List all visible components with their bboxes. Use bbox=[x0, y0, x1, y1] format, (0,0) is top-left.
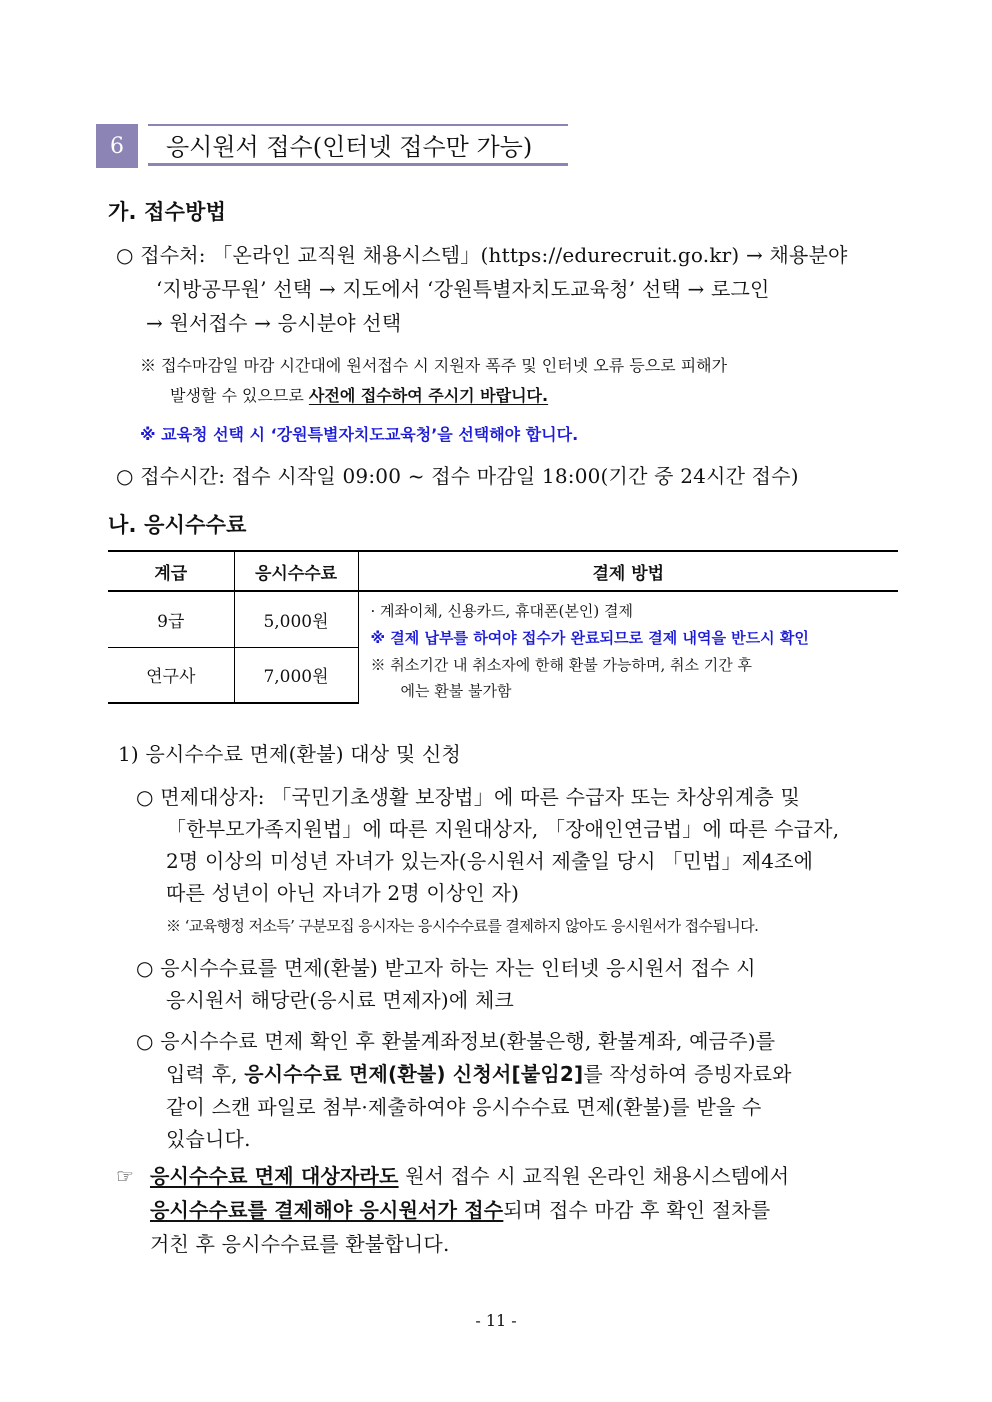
refund-note-line-1: ※ 취소기간 내 취소자에 한해 환불 가능하며, 취소 기간 후 bbox=[370, 656, 752, 674]
method-line-3: → 원서접수 → 응시분야 선택 bbox=[146, 311, 402, 335]
grade-cell: 9급 bbox=[108, 591, 234, 647]
refund-account-line-3: 같이 스캔 파일로 첨부·제출하여야 응시수수료 면제(환불)를 받을 수 bbox=[166, 1095, 762, 1119]
exemption-target-line-3: 2명 이상의 미성년 자녀가 있는자(응시원서 제출일 당시 「민법」제4조에 bbox=[166, 849, 814, 873]
fee-cell: 7,000원 bbox=[234, 647, 358, 703]
heading-exam-fee: 나. 응시수수료 bbox=[108, 513, 247, 537]
fee-table bbox=[108, 550, 898, 704]
page-number: - 11 - bbox=[475, 1311, 517, 1330]
pointer-emphasis-2: 응시수수료를 결제해야 응시원서가 접수 bbox=[150, 1198, 504, 1222]
table-header-row bbox=[108, 551, 898, 591]
exemption-apply-line-2: 응시원서 해당란(응시료 면제자)에 체크 bbox=[166, 988, 514, 1012]
deadline-warning-line-2 bbox=[170, 383, 548, 409]
heading-application-method: 가. 접수방법 bbox=[108, 200, 227, 224]
section-title: 응시원서 접수(인터넷 접수만 가능) bbox=[148, 124, 568, 166]
pointing-hand-icon: ☞ bbox=[116, 1164, 135, 1188]
pointer-text-1: 원서 접수 시 교직원 온라인 채용시스템에서 bbox=[398, 1164, 790, 1188]
fee-cell: 5,000원 bbox=[234, 591, 358, 647]
exemption-target-line-4: 따른 성년이 아닌 자녀가 2명 이상인 자) bbox=[166, 881, 520, 905]
refund-form-reference: 응시수수료 면제(환불) 신청서[붙임2] bbox=[244, 1062, 584, 1086]
section-number-badge bbox=[96, 124, 138, 168]
header-grade: 계급 bbox=[108, 551, 234, 591]
low-income-note: ※ ‘교육행정 저소득’ 구분모집 응시자는 응시수수료를 결제하지 않아도 응시원서가 접수됩니다. bbox=[166, 917, 759, 935]
method-line-2: ‘지방공무원’ 선택 → 지도에서 ‘강원특별자치도교육청’ 선택 → 로그인 bbox=[156, 277, 770, 301]
refund-note-line-2: 에는 환불 불가함 bbox=[400, 682, 512, 700]
pointer-text-2: 되며 접수 마감 후 확인 절차를 bbox=[503, 1198, 771, 1222]
pointer-emphasis-1: 응시수수료 면제 대상자라도 bbox=[150, 1164, 399, 1188]
deadline-warning-emphasis: 사전에 접수하여 주시기 바랍니다. bbox=[308, 386, 549, 405]
exemption-target-line-1: ○ 면제대상자: 「국민기초생활 보장법」에 따른 수급자 또는 차상위계층 및 bbox=[136, 785, 801, 809]
refund-account-line-1: ○ 응시수수료 면제 확인 후 환불계좌정보(환불은행, 환불계좌, 예금주)를 bbox=[136, 1029, 776, 1053]
refund-account-line-2 bbox=[166, 1059, 792, 1089]
exemption-heading: 1) 응시수수료 면제(환불) 대상 및 신청 bbox=[118, 742, 461, 766]
header-fee: 응시수수료 bbox=[234, 551, 358, 591]
refund-account-text-rest: 를 작성하여 증빙자료와 bbox=[583, 1062, 792, 1086]
header-payment-method: 결제 방법 bbox=[358, 551, 898, 591]
table-row bbox=[108, 591, 898, 647]
deadline-warning-line-1: ※ 접수마감일 마감 시간대에 원서접수 시 지원자 폭주 및 인터넷 오류 등으로 피해가 bbox=[140, 356, 728, 375]
refund-account-text: 입력 후, bbox=[166, 1062, 245, 1086]
grade-cell: 연구사 bbox=[108, 647, 234, 703]
reception-time: ○ 접수시간: 접수 시작일 09:00 ~ 접수 마감일 18:00(기간 중 24시간 접수) bbox=[116, 464, 799, 488]
method-line-1: ○ 접수처: 「온라인 교직원 채용시스템」(https://edurecruit.go.kr) → 채용분야 bbox=[116, 243, 848, 267]
deadline-warning-text: 발생할 수 있으므로 bbox=[170, 386, 309, 405]
payment-method-line: · 계좌이체, 신용카드, 휴대폰(본인) 결제 bbox=[370, 602, 633, 620]
office-selection-note: ※ 교육청 선택 시 ‘강원특별자치도교육청’을 선택해야 합니다. bbox=[140, 425, 579, 444]
payment-confirm-note: ※ 결제 납부를 하여야 접수가 완료되므로 결제 내역을 반드시 확인 bbox=[370, 629, 809, 647]
section-number: 6 bbox=[110, 133, 124, 159]
pointer-note-line-2 bbox=[150, 1195, 770, 1225]
exemption-apply-line-1: ○ 응시수수료를 면제(환불) 받고자 하는 자는 인터넷 응시원서 접수 시 bbox=[136, 956, 756, 980]
refund-account-line-4: 있습니다. bbox=[166, 1127, 251, 1151]
pointer-note-line-1 bbox=[150, 1161, 789, 1191]
payment-method-cell bbox=[358, 591, 898, 703]
exemption-target-line-2: 「한부모가족지원법」에 따른 지원대상자, 「장애인연금법」에 따른 수급자, bbox=[166, 817, 840, 841]
pointer-note-line-3: 거친 후 응시수수료를 환불합니다. bbox=[150, 1232, 450, 1256]
